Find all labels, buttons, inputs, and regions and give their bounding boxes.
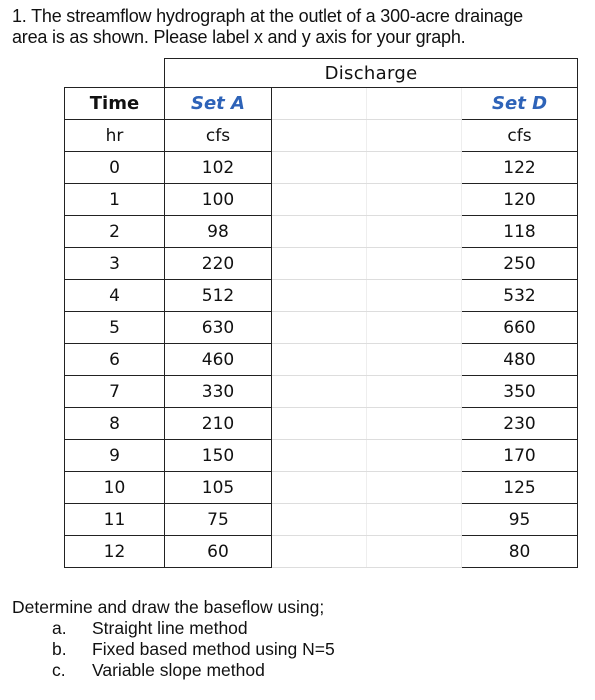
cell-set-b-obscured xyxy=(272,280,367,312)
cell-set-c-obscured xyxy=(367,376,462,408)
table-row xyxy=(65,312,578,344)
question-line-2: area is as shown. Please label x and y axis for your graph. xyxy=(12,27,466,47)
table-row xyxy=(65,440,578,472)
col-header-set-b-obscured xyxy=(272,88,367,120)
table-row xyxy=(65,408,578,440)
cell-set-d: 350 xyxy=(462,376,578,408)
cell-set-a: 220 xyxy=(165,248,272,280)
instruction-item xyxy=(12,618,572,639)
cell-set-b-obscured xyxy=(272,376,367,408)
discharge-table xyxy=(64,58,578,568)
cell-time: 12 xyxy=(65,536,165,568)
cell-set-c-obscured xyxy=(367,440,462,472)
units-row xyxy=(65,120,578,152)
cell-set-a: 150 xyxy=(165,440,272,472)
cell-set-b-obscured xyxy=(272,440,367,472)
cell-set-a: 630 xyxy=(165,312,272,344)
table-row xyxy=(65,536,578,568)
discharge-table-wrapper xyxy=(64,58,577,568)
table-row xyxy=(65,152,578,184)
table-row xyxy=(65,504,578,536)
cell-set-b-obscured xyxy=(272,312,367,344)
cell-time: 5 xyxy=(65,312,165,344)
cell-set-a: 98 xyxy=(165,216,272,248)
group-header-row xyxy=(65,59,578,88)
instruction-text: Variable slope method xyxy=(92,660,265,680)
cell-set-b-obscured xyxy=(272,184,367,216)
question-line-1: 1. The streamflow hydrograph at the outlet of a 300-acre drainage xyxy=(12,6,523,26)
cell-set-b-obscured xyxy=(272,504,367,536)
unit-set-b-obscured xyxy=(272,120,367,152)
col-header-set-d: Set D xyxy=(462,88,578,120)
cell-time: 4 xyxy=(65,280,165,312)
cell-set-a: 512 xyxy=(165,280,272,312)
cell-time: 10 xyxy=(65,472,165,504)
cell-time: 8 xyxy=(65,408,165,440)
cell-set-d: 120 xyxy=(462,184,578,216)
instruction-item xyxy=(12,660,572,681)
cell-set-d: 660 xyxy=(462,312,578,344)
instruction-item xyxy=(12,639,572,660)
cell-set-c-obscured xyxy=(367,312,462,344)
cell-set-d: 250 xyxy=(462,248,578,280)
instruction-text: Fixed based method using N=5 xyxy=(92,639,335,659)
cell-set-c-obscured xyxy=(367,344,462,376)
cell-set-b-obscured xyxy=(272,248,367,280)
table-row xyxy=(65,216,578,248)
cell-set-d: 230 xyxy=(462,408,578,440)
table-row xyxy=(65,248,578,280)
cell-time: 11 xyxy=(65,504,165,536)
unit-set-a: cfs xyxy=(165,120,272,152)
cell-set-a: 210 xyxy=(165,408,272,440)
cell-set-a: 460 xyxy=(165,344,272,376)
cell-set-b-obscured xyxy=(272,408,367,440)
cell-set-c-obscured xyxy=(367,536,462,568)
question-text xyxy=(12,6,587,48)
cell-set-a: 105 xyxy=(165,472,272,504)
instructions xyxy=(12,597,572,681)
cell-set-b-obscured xyxy=(272,344,367,376)
instructions-intro: Determine and draw the baseflow using; xyxy=(12,597,325,617)
empty-corner-cell xyxy=(65,59,165,88)
cell-time: 6 xyxy=(65,344,165,376)
table-row xyxy=(65,344,578,376)
cell-set-b-obscured xyxy=(272,216,367,248)
cell-time: 9 xyxy=(65,440,165,472)
column-header-row xyxy=(65,88,578,120)
table-row xyxy=(65,280,578,312)
cell-set-c-obscured xyxy=(367,216,462,248)
cell-set-b-obscured xyxy=(272,472,367,504)
instruction-label: c. xyxy=(52,660,66,680)
cell-set-d: 532 xyxy=(462,280,578,312)
instruction-text: Straight line method xyxy=(92,618,248,638)
table-row xyxy=(65,472,578,504)
cell-time: 0 xyxy=(65,152,165,184)
cell-time: 1 xyxy=(65,184,165,216)
unit-set-d: cfs xyxy=(462,120,578,152)
cell-time: 2 xyxy=(65,216,165,248)
cell-set-a: 102 xyxy=(165,152,272,184)
table-row xyxy=(65,184,578,216)
cell-set-d: 170 xyxy=(462,440,578,472)
instruction-label: a. xyxy=(52,618,67,638)
cell-set-c-obscured xyxy=(367,472,462,504)
cell-set-c-obscured xyxy=(367,408,462,440)
col-header-set-a: Set A xyxy=(165,88,272,120)
cell-set-d: 118 xyxy=(462,216,578,248)
cell-set-d: 480 xyxy=(462,344,578,376)
unit-set-c-obscured xyxy=(367,120,462,152)
instruction-label: b. xyxy=(52,639,67,659)
cell-set-d: 122 xyxy=(462,152,578,184)
cell-time: 3 xyxy=(65,248,165,280)
cell-set-c-obscured xyxy=(367,184,462,216)
cell-set-a: 75 xyxy=(165,504,272,536)
cell-set-d: 95 xyxy=(462,504,578,536)
cell-set-b-obscured xyxy=(272,536,367,568)
cell-set-c-obscured xyxy=(367,152,462,184)
cell-set-c-obscured xyxy=(367,248,462,280)
cell-set-d: 125 xyxy=(462,472,578,504)
cell-time: 7 xyxy=(65,376,165,408)
col-header-time: Time xyxy=(65,88,165,120)
cell-set-b-obscured xyxy=(272,152,367,184)
unit-time: hr xyxy=(65,120,165,152)
col-header-set-c-obscured xyxy=(367,88,462,120)
cell-set-d: 80 xyxy=(462,536,578,568)
cell-set-a: 60 xyxy=(165,536,272,568)
cell-set-c-obscured xyxy=(367,504,462,536)
table-row xyxy=(65,376,578,408)
cell-set-a: 100 xyxy=(165,184,272,216)
cell-set-a: 330 xyxy=(165,376,272,408)
cell-set-c-obscured xyxy=(367,280,462,312)
discharge-header: Discharge xyxy=(165,59,578,88)
